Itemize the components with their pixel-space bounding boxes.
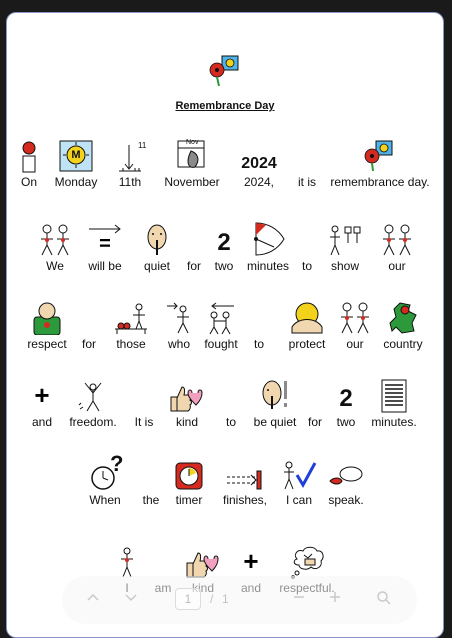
fought-icon — [204, 301, 238, 335]
symbol-cell: = will be — [83, 221, 127, 273]
page-separator: / — [210, 592, 214, 606]
symbol-cell: be quiet — [247, 377, 303, 429]
date-label: 11 — [138, 141, 147, 150]
page-title: Remembrance Day — [175, 100, 275, 112]
symbol-cell: to — [225, 415, 236, 429]
page-total: 1 — [222, 592, 229, 606]
group-icon — [380, 223, 414, 257]
timer-dial-icon — [250, 221, 286, 257]
symbol-cell: I can — [279, 455, 319, 507]
symbol-cell: On — [16, 137, 42, 189]
thumb-heart-icon — [184, 549, 222, 579]
year-label: 2024 — [241, 155, 277, 172]
quiet-face-icon — [260, 379, 290, 413]
zoom-in-icon[interactable] — [328, 590, 342, 607]
poppy-sun-icon — [360, 139, 400, 173]
symbol-cell: kind — [165, 377, 209, 429]
who-icon — [165, 301, 193, 335]
symbol-cell: minutes — [243, 221, 293, 273]
respectful-thought-icon — [289, 545, 325, 579]
symbol-cell: protect — [275, 299, 339, 351]
tick-icon — [281, 459, 317, 491]
symbol-cell: minutes. — [367, 377, 421, 429]
symbol-cell: 2024 2024, — [241, 155, 277, 189]
month-label: Nov — [186, 139, 199, 146]
group-icon — [338, 301, 372, 335]
show-icon — [327, 223, 363, 257]
symbol-cell: timer — [167, 455, 211, 507]
title-symbol — [7, 53, 443, 93]
number-two: 2 — [217, 229, 231, 256]
freedom-icon — [77, 379, 109, 413]
symbol-cell: speak. — [323, 455, 369, 507]
symbol-cell: for — [186, 259, 201, 273]
search-icon[interactable] — [376, 590, 392, 609]
thumb-heart-icon — [168, 383, 206, 413]
document-lines-icon — [380, 379, 408, 413]
symbol-cell: our — [335, 299, 375, 351]
symbol-cell: for — [81, 337, 96, 351]
finish-icon — [225, 469, 265, 491]
chevron-down-icon[interactable] — [124, 590, 138, 607]
symbol-cell: finishes, — [217, 455, 273, 507]
symbol-cell: to — [253, 337, 264, 351]
symbol-cell: freedom. — [63, 377, 123, 429]
number-two: 2 — [339, 385, 353, 412]
poppy-sun-icon — [205, 53, 245, 93]
symbol-cell: who — [161, 299, 197, 351]
group-icon — [38, 223, 72, 257]
person-stand-icon — [20, 141, 38, 173]
symbol-cell: those — [111, 299, 151, 351]
symbol-cell: Nov November — [164, 139, 220, 189]
symbol-cell: our — [377, 221, 417, 273]
symbol-cell: M Monday — [53, 137, 99, 189]
page-number-input[interactable]: 1 — [175, 588, 201, 610]
symbol-cell: remembrance day. — [325, 137, 435, 189]
person-i-icon — [117, 545, 137, 579]
symbol-cell: 11 11th — [110, 137, 150, 189]
day-label: M — [71, 149, 81, 161]
zoom-out-icon[interactable] — [292, 590, 306, 607]
symbol-cell: show — [325, 221, 365, 273]
symbol-cell: the — [142, 493, 160, 507]
symbol-cell: ? When — [89, 451, 124, 507]
respect-icon — [30, 301, 64, 335]
symbol-cell: it is — [298, 175, 316, 189]
protect-icon — [288, 301, 326, 335]
plus-sign: + — [34, 380, 50, 410]
symbol-cell: respect — [21, 299, 73, 351]
question-mark: ? — [110, 451, 124, 476]
speech-icon — [328, 465, 364, 491]
symbol-cell: fought — [199, 299, 243, 351]
document-page — [6, 12, 444, 638]
symbol-cell: quiet — [137, 221, 177, 273]
timer-icon — [174, 459, 204, 491]
chevron-up-icon[interactable] — [86, 590, 100, 607]
plus-sign: + — [243, 546, 259, 576]
quiet-face-icon — [145, 223, 169, 257]
symbol-cell: to — [301, 259, 312, 273]
symbol-cell: country — [375, 299, 431, 351]
symbol-cell: It is — [134, 415, 154, 429]
viewer-toolbar[interactable] — [62, 576, 417, 624]
symbol-cell: We — [35, 221, 75, 273]
symbol-cell: for — [307, 415, 322, 429]
equals-sign: = — [99, 233, 111, 255]
those-icon — [113, 301, 149, 335]
symbol-cell: 2 two — [336, 385, 356, 429]
symbol-cell: 2 two — [214, 229, 234, 273]
map-icon — [388, 301, 418, 335]
symbol-cell: + and — [31, 380, 53, 429]
